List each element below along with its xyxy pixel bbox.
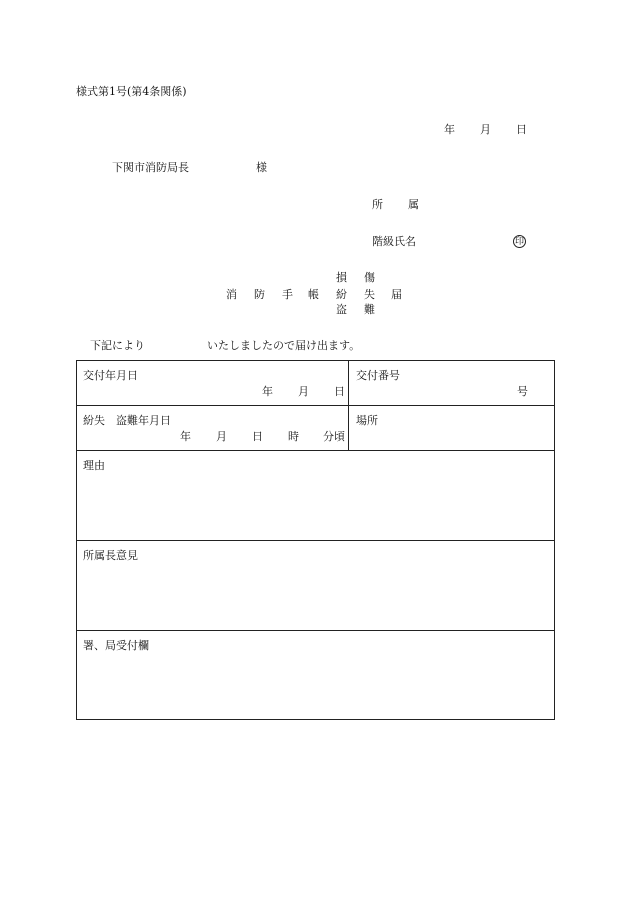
- loss-date-month: 月: [216, 430, 227, 443]
- date-day-label: 日: [516, 123, 527, 136]
- row-divider-2: [77, 450, 554, 451]
- reception-label: 署、局受付欄: [83, 639, 149, 652]
- issue-date-day: 日: [334, 385, 345, 398]
- title-option-1a: 損: [336, 271, 347, 284]
- rank-name-label: 階級氏名: [372, 235, 416, 248]
- row-divider-3: [77, 540, 554, 541]
- intro-suffix: いたしましたので届け出ます。: [207, 339, 361, 352]
- title-option-2a: 紛: [336, 288, 347, 301]
- title-char-4: 帳: [308, 288, 319, 301]
- title-char-3: 手: [282, 288, 293, 301]
- date-year-label: 年: [444, 123, 455, 136]
- issue-date-month: 月: [298, 385, 309, 398]
- issue-number-label: 交付番号: [356, 369, 400, 382]
- loss-date-minute: 分頃: [323, 430, 345, 443]
- title-suffix: 届: [391, 288, 402, 301]
- title-option-2b: 失: [364, 288, 375, 301]
- title-char-1: 消: [226, 288, 237, 301]
- place-label: 場所: [356, 414, 378, 427]
- addressee-honorific: 様: [256, 161, 267, 174]
- title-option-1b: 傷: [364, 271, 375, 284]
- intro-prefix: 下記により: [90, 339, 145, 352]
- affiliation-label-1: 所: [372, 198, 383, 211]
- seal-char: 印: [514, 237, 524, 247]
- row-divider-1: [77, 405, 554, 406]
- chief-opinion-label: 所属長意見: [83, 549, 138, 562]
- date-month-label: 月: [480, 123, 491, 136]
- loss-date-year: 年: [180, 430, 191, 443]
- form-table: [76, 360, 555, 720]
- title-option-3a: 盗: [336, 303, 347, 316]
- reason-label: 理由: [83, 459, 105, 472]
- issue-date-label: 交付年月日: [83, 369, 138, 382]
- column-divider: [348, 361, 349, 450]
- row-divider-4: [77, 630, 554, 631]
- loss-date-label: 紛失 盗難年月日: [83, 414, 171, 427]
- issue-date-year: 年: [262, 385, 273, 398]
- seal-stamp: [513, 235, 526, 248]
- issue-number-suffix: 号: [517, 385, 528, 398]
- loss-date-hour: 時: [288, 430, 299, 443]
- loss-date-day: 日: [252, 430, 263, 443]
- title-char-2: 防: [254, 288, 265, 301]
- addressee-title: 下関市消防局長: [112, 161, 189, 174]
- title-option-3b: 難: [364, 303, 375, 316]
- affiliation-label-2: 属: [408, 198, 419, 211]
- form-number: 様式第1号(第4条関係): [76, 85, 187, 98]
